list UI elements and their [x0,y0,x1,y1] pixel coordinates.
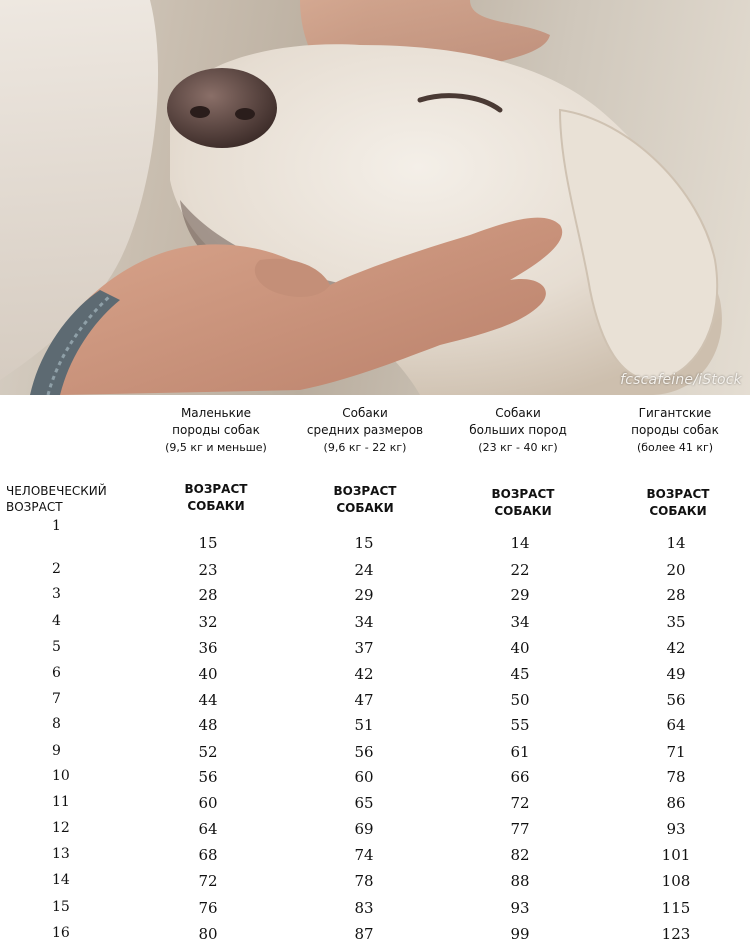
dog-age-cell-large: 61 [510,743,530,761]
dog-age-header-giant [603,486,750,520]
dog-age-cell-giant: 78 [666,768,686,786]
dog-age-cell-small: 56 [198,768,218,786]
dog-age-cell-medium: 83 [354,899,374,917]
human-age-cell: 16 [52,925,70,941]
column-header-giant [600,405,750,456]
column-header-medium-line3: (9,6 кг - 22 кг) [323,441,407,454]
human-age-header-line1: ЧЕЛОВЕЧЕСКИЙ [6,484,107,498]
dog-age-cell-large: 82 [510,846,530,864]
dog-age-header-medium-line1: ВОЗРАСТ [333,484,397,498]
human-age-header-line2: ВОЗРАСТ [6,500,63,514]
human-age-cell: 7 [52,691,61,707]
dog-photo [0,0,750,395]
human-age-cell: 12 [52,820,70,836]
human-age-cell: 8 [52,716,61,732]
dog-age-cell-medium: 74 [354,846,374,864]
dog-age-cell-giant: 108 [661,872,691,890]
dog-age-cell-medium: 42 [354,665,374,683]
dog-age-cell-small: 32 [198,613,218,631]
dog-age-cell-medium: 37 [354,639,374,657]
dog-age-cell-medium: 51 [354,716,374,734]
dog-age-header-giant-line1: ВОЗРАСТ [646,487,710,501]
dog-age-cell-small: 36 [198,639,218,657]
dog-age-header-medium [290,483,440,517]
human-age-cell: 1 [52,518,61,534]
dog-age-cell-medium: 15 [354,534,374,552]
dog-age-cell-giant: 42 [666,639,686,657]
dog-age-cell-medium: 60 [354,768,374,786]
dog-age-cell-medium: 69 [354,820,374,838]
dog-age-header-small-line2: СОБАКИ [187,499,245,513]
dog-age-header-large-line2: СОБАКИ [494,504,552,518]
human-age-cell: 9 [52,743,61,759]
dog-age-header-large-line1: ВОЗРАСТ [491,487,555,501]
dog-age-cell-giant: 115 [661,899,691,917]
dog-age-cell-giant: 71 [666,743,686,761]
column-header-medium-line1: Собаки [342,406,388,420]
dog-age-cell-small: 23 [198,561,218,579]
column-header-large-line1: Собаки [495,406,541,420]
column-header-small [141,405,291,456]
dog-age-cell-small: 52 [198,743,218,761]
dog-age-header-large [448,486,598,520]
column-header-medium-line2: средних размеров [306,423,424,437]
dog-age-cell-giant: 101 [661,846,691,864]
column-header-giant-line3: (более 41 кг) [636,441,714,454]
dog-age-cell-large: 66 [510,768,530,786]
human-age-cell: 10 [52,768,70,784]
dog-age-cell-medium: 87 [354,925,374,943]
column-header-large-line2: больших пород [469,423,567,437]
column-header-medium [290,405,440,456]
dog-age-cell-small: 60 [198,794,218,812]
dog-age-cell-large: 45 [510,665,530,683]
dog-age-cell-giant: 86 [666,794,686,812]
dog-age-cell-large: 77 [510,820,530,838]
dog-age-cell-large: 14 [510,534,530,552]
dog-age-cell-giant: 123 [661,925,691,943]
dog-age-cell-medium: 47 [354,691,374,709]
dog-age-cell-large: 50 [510,691,530,709]
column-header-large [443,405,593,456]
dog-age-cell-medium: 78 [354,872,374,890]
dog-age-header-small [141,481,291,515]
dog-age-cell-medium: 65 [354,794,374,812]
human-age-cell: 5 [52,639,61,655]
dog-age-cell-giant: 20 [666,561,686,579]
dog-age-cell-large: 72 [510,794,530,812]
dog-age-cell-giant: 93 [666,820,686,838]
dog-age-cell-small: 40 [198,665,218,683]
dog-age-cell-small: 28 [198,586,218,604]
column-header-large-line3: (23 кг - 40 кг) [478,441,558,454]
dog-age-cell-giant: 49 [666,665,686,683]
dog-age-cell-small: 76 [198,899,218,917]
human-age-cell: 2 [52,561,61,577]
dog-age-cell-giant: 14 [666,534,686,552]
human-age-cell: 13 [52,846,70,862]
dog-age-header-medium-line2: СОБАКИ [336,501,394,515]
human-age-cell: 3 [52,586,61,602]
dog-age-cell-large: 55 [510,716,530,734]
dog-age-cell-small: 44 [198,691,218,709]
dog-age-cell-small: 48 [198,716,218,734]
human-age-cell: 14 [52,872,70,888]
dog-age-cell-large: 29 [510,586,530,604]
column-header-giant-line2: породы собак [631,423,719,437]
dog-age-cell-large: 34 [510,613,530,631]
dog-age-cell-large: 99 [510,925,530,943]
dog-age-cell-medium: 34 [354,613,374,631]
human-age-cell: 6 [52,665,61,681]
column-header-small-line2: породы собак [172,423,260,437]
human-age-cell: 15 [52,899,70,915]
column-header-giant-line1: Гигантские [638,406,712,420]
dog-age-cell-small: 64 [198,820,218,838]
dog-age-cell-giant: 64 [666,716,686,734]
dog-age-cell-medium: 56 [354,743,374,761]
dog-age-cell-medium: 24 [354,561,374,579]
dog-age-cell-large: 40 [510,639,530,657]
dog-age-cell-small: 68 [198,846,218,864]
dog-age-cell-large: 22 [510,561,530,579]
dog-age-cell-small: 72 [198,872,218,890]
dog-age-cell-medium: 29 [354,586,374,604]
dog-age-cell-giant: 35 [666,613,686,631]
column-header-small-line3: (9,5 кг и меньше) [165,441,267,454]
human-age-header [6,483,126,515]
dog-age-cell-giant: 56 [666,691,686,709]
dog-age-header-giant-line2: СОБАКИ [649,504,707,518]
dog-age-cell-small: 80 [198,925,218,943]
dog-age-cell-large: 88 [510,872,530,890]
human-age-cell: 11 [52,794,70,810]
dog-in-hand-illustration [0,0,750,395]
dog-age-cell-small: 15 [198,534,218,552]
human-age-cell: 4 [52,613,61,629]
photo-credit: fcscafeine/iStock [620,372,742,388]
dog-age-cell-giant: 28 [666,586,686,604]
dog-age-header-small-line1: ВОЗРАСТ [184,482,248,496]
column-header-small-line1: Маленькие [180,406,252,420]
dog-age-cell-large: 93 [510,899,530,917]
